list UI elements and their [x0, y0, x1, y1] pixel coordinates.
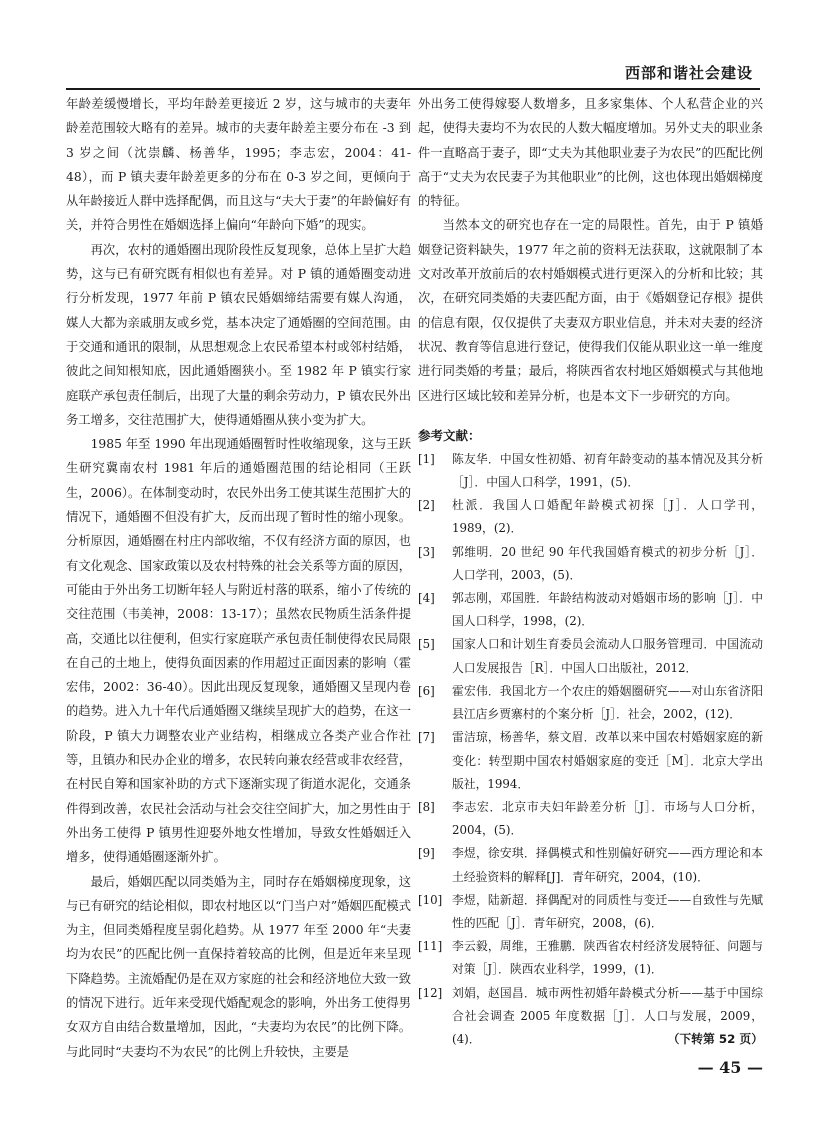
reference-text: 郭维明．20 世纪 90 年代我国婚育模式的初步分析［J］．人口学刊，2003，(5)．: [452, 544, 763, 582]
reference-number: [6]: [418, 683, 435, 698]
reference-number: [4]: [418, 591, 435, 606]
body-paragraph: 外出务工使得嫁娶人数增多，且多家集体、个人私营企业的兴起，使得夫妻均不为农民的人数大幅度增加。另外丈夫的职业条件一直略高于妻子，即“丈夫为其他职业妻子为农民”的匹配比例高于“丈夫为农民妻子为其他职业”的比例，这也体现出婚姻梯度的特征。: [418, 97, 763, 209]
body-paragraph: 1985 年至 1990 年出现通婚圈暂时性收缩现象，这与王跃生研究冀南农村 1981 年后的通婚圈范围的结论相同（王跃生，2006）。在体制变动时，农民外出务工使其谋生范围扩大的情况下，通婚圈不但没有扩大，反而出现了暂时性的缩小现象。分析原因，通婚圈在村庄内部收缩，不仅有经济方面的原因，也有文化观念、国家政策以及农村特殊的社会关系等方面的原因，可能由于外出务工切断年轻人与附近村落的联系，缩小了传统的交往范围（韦美神，2008：13-17）；虽然农民物质生活条件提高，交通比以往便利，但实行家庭联产承包责任制使得农民局限在自己的土地上，使得负面因素的作用超过正面因素的影响（霍宏伟，2002：36-40）。因此出现反复现象，通婚圈又呈现内卷的趋势。进入九十年代后通婚圈又继续呈现扩大的趋势，在这一阶段，P 镇大力调整农业产业结构，相继成立各类产业合作社等，且镇办和民办企业的增多，农民转向兼农经营或非农经营，在村民自筹和国家补助的方式下逐渐实现了街道水泥化，交通条件得到改善，农民社会活动与社会交往空间扩大，加之男性由于外出务工使得 P 镇男性迎娶外地女性增加，导致女性婚姻迁入增多，使得通婚圈逐渐外扩。: [66, 437, 411, 865]
body-paragraph: 年龄差缓慢增长，平均年龄差更接近 2 岁，这与城市的夫妻年龄差范围较大略有的差异。城市的夫妻年龄差主要分布在 -3 到 3 岁之间（沈崇麟、杨善华，1995；李志宏，2004：41-48），而 P 镇夫妻年龄差更多的分布在 0-3 岁之间，更倾向于从年龄接近人群中选择配偶，而且这与“夫大于妻”的年龄偏好有关，并符合男性在婚姻选择上偏向“年龄向下婚”的现实。: [66, 97, 411, 233]
reference-number: [9]: [418, 846, 435, 861]
reference-item: [418, 796, 763, 842]
reference-text: 雷洁琼，杨善华，蔡文眉．改革以来中国农村婚姻家庭的新变化：转型期中国农村婚姻家庭的变迁［M］．北京大学出版社，1994．: [452, 730, 763, 791]
reference-text: 李云毅，周维，王雅鹏．陕西省农村经济发展特征、问题与对策［J］．陕西农业科学，1999，(1)．: [452, 939, 763, 977]
reference-number: [12]: [418, 985, 443, 1000]
page-number: — 45 —: [697, 1058, 763, 1077]
reference-text: 李煜，陆新超．择偶配对的同质性与变迁——自致性与先赋性的匹配［J］．青年研究，2008，(6)．: [452, 892, 763, 930]
reference-item: [418, 982, 763, 1052]
reference-item: [418, 541, 763, 587]
reference-text: 郭志刚，邓国胜．年龄结构波动对婚姻市场的影响［J］．中国人口科学，1998，(2)．: [452, 591, 763, 629]
body-paragraph: 再次，农村的通婚圈出现阶段性反复现象，总体上呈扩大趋势，这与已有研究既有相似也有差异。对 P 镇的通婚圈变动进行分析发现，1977 年前 P 镇农民婚姻缔结需要有媒人沟通，媒人大都为亲戚朋友或乡党，基本决定了通婚圈的空间范围。由于交通和通讯的限制，从思想观念上农民希望本村或邻村结婚，彼此之间知根知底，因此通婚圈狭小。至 1982 年 P 镇实行家庭联产承包责任制后，出现了大量的剩余劳动力，P 镇农民外出务工增多，交往范围扩大，使得通婚圈从狭小变为扩大。: [66, 242, 411, 427]
reference-number: [11]: [418, 939, 443, 954]
reference-number: [5]: [418, 637, 435, 652]
reference-item: [418, 680, 763, 726]
reference-text: 国家人口和计划生育委员会流动人口服务管理司．中国流动人口发展报告［R］．中国人口出版社，2012．: [452, 637, 763, 675]
journal-section-title: 西部和谐社会建设: [624, 64, 753, 82]
reference-number: [7]: [418, 730, 435, 745]
reference-item: [418, 587, 763, 633]
references-list: [418, 448, 763, 1051]
reference-number: [10]: [418, 892, 443, 907]
reference-text: 李煜，徐安琪．择偶模式和性别偏好研究——西方理论和本土经验资料的解释[J]．青年研究，2004，(10)．: [452, 846, 763, 884]
body-paragraph: 最后，婚姻匹配以同类婚为主，同时存在婚姻梯度现象，这与已有研究的结论相似，即农村地区以“门当户对”婚姻匹配模式为主，但同类婚程度呈弱化趋势。从 1977 年至 2000 年“夫妻均为农民”的匹配比例一直保持着较高的比例，但是近年来呈现下降趋势。主流婚配仍是在双方家庭的社会和经济地位大致一致的情况下进行。近年来受现代婚配观念的影响，外出务工使得男女双方自由结合数量增加，因此，“夫妻均为农民”的比例下降。与此同时“夫妻均不为农民”的比例上升较快，主要是: [66, 874, 411, 1059]
body-paragraph: 当然本文的研究也存在一定的局限性。首先，由于 P 镇婚姻登记资料缺失，1977 年之前的资料无法获取，这就限制了本文对改革开放前后的农村婚姻模式进行更深入的分析和比较；其次，在研究同类婚的夫妻匹配方面，由于《婚姻登记存根》提供的信息有限，仅仅提供了夫妻双方职业信息，并未对夫妻的经济状况、教育等信息进行登记，使得我们仅能从职业这一单一维度进行同类婚的考量；最后，将陕西省农村地区婚姻模式与其他地区进行区域比较和差异分析，也是本文下一步研究的方向。: [418, 218, 763, 403]
reference-number: [2]: [418, 498, 435, 513]
reference-number: [8]: [418, 799, 435, 814]
right-column: [418, 92, 763, 1051]
reference-text: 李志宏．北京市夫妇年龄差分析［J］．市场与人口分析，2004，(5)．: [452, 799, 763, 838]
reference-number: [1]: [418, 451, 435, 466]
reference-text: 陈友华．中国女性初婚、初育年龄变动的基本情况及其分析［J］．中国人口科学，1991，(5)．: [452, 451, 763, 490]
reference-item: [418, 494, 763, 540]
reference-item: [418, 726, 763, 796]
reference-number: [3]: [418, 544, 435, 559]
left-column: [66, 92, 411, 1064]
reference-item: [418, 448, 763, 494]
reference-item: [418, 842, 763, 888]
continued-on-page-note: （下转第 52 页）: [667, 1031, 763, 1046]
reference-text: 刘娟，赵国昌．城市两性初婚年龄模式分析——基于中国综合社会调查 2005 年度数据［J］．人口与发展，2009，(4)．: [452, 985, 763, 1046]
reference-text: 杜派．我国人口婚配年龄模式初探［J］．人口学刊，1989，(2)．: [452, 498, 763, 536]
reference-text: 霍宏伟．我国北方一个农庄的婚姻圈研究——对山东省济阳县江店乡贾寨村的个案分析［J］．社会，2002，(12)．: [452, 683, 763, 722]
reference-item: [418, 889, 763, 935]
reference-item: [418, 633, 763, 679]
reference-item: [418, 935, 763, 981]
header-divider: [66, 88, 760, 90]
references-heading: 参考文献：: [418, 427, 481, 443]
